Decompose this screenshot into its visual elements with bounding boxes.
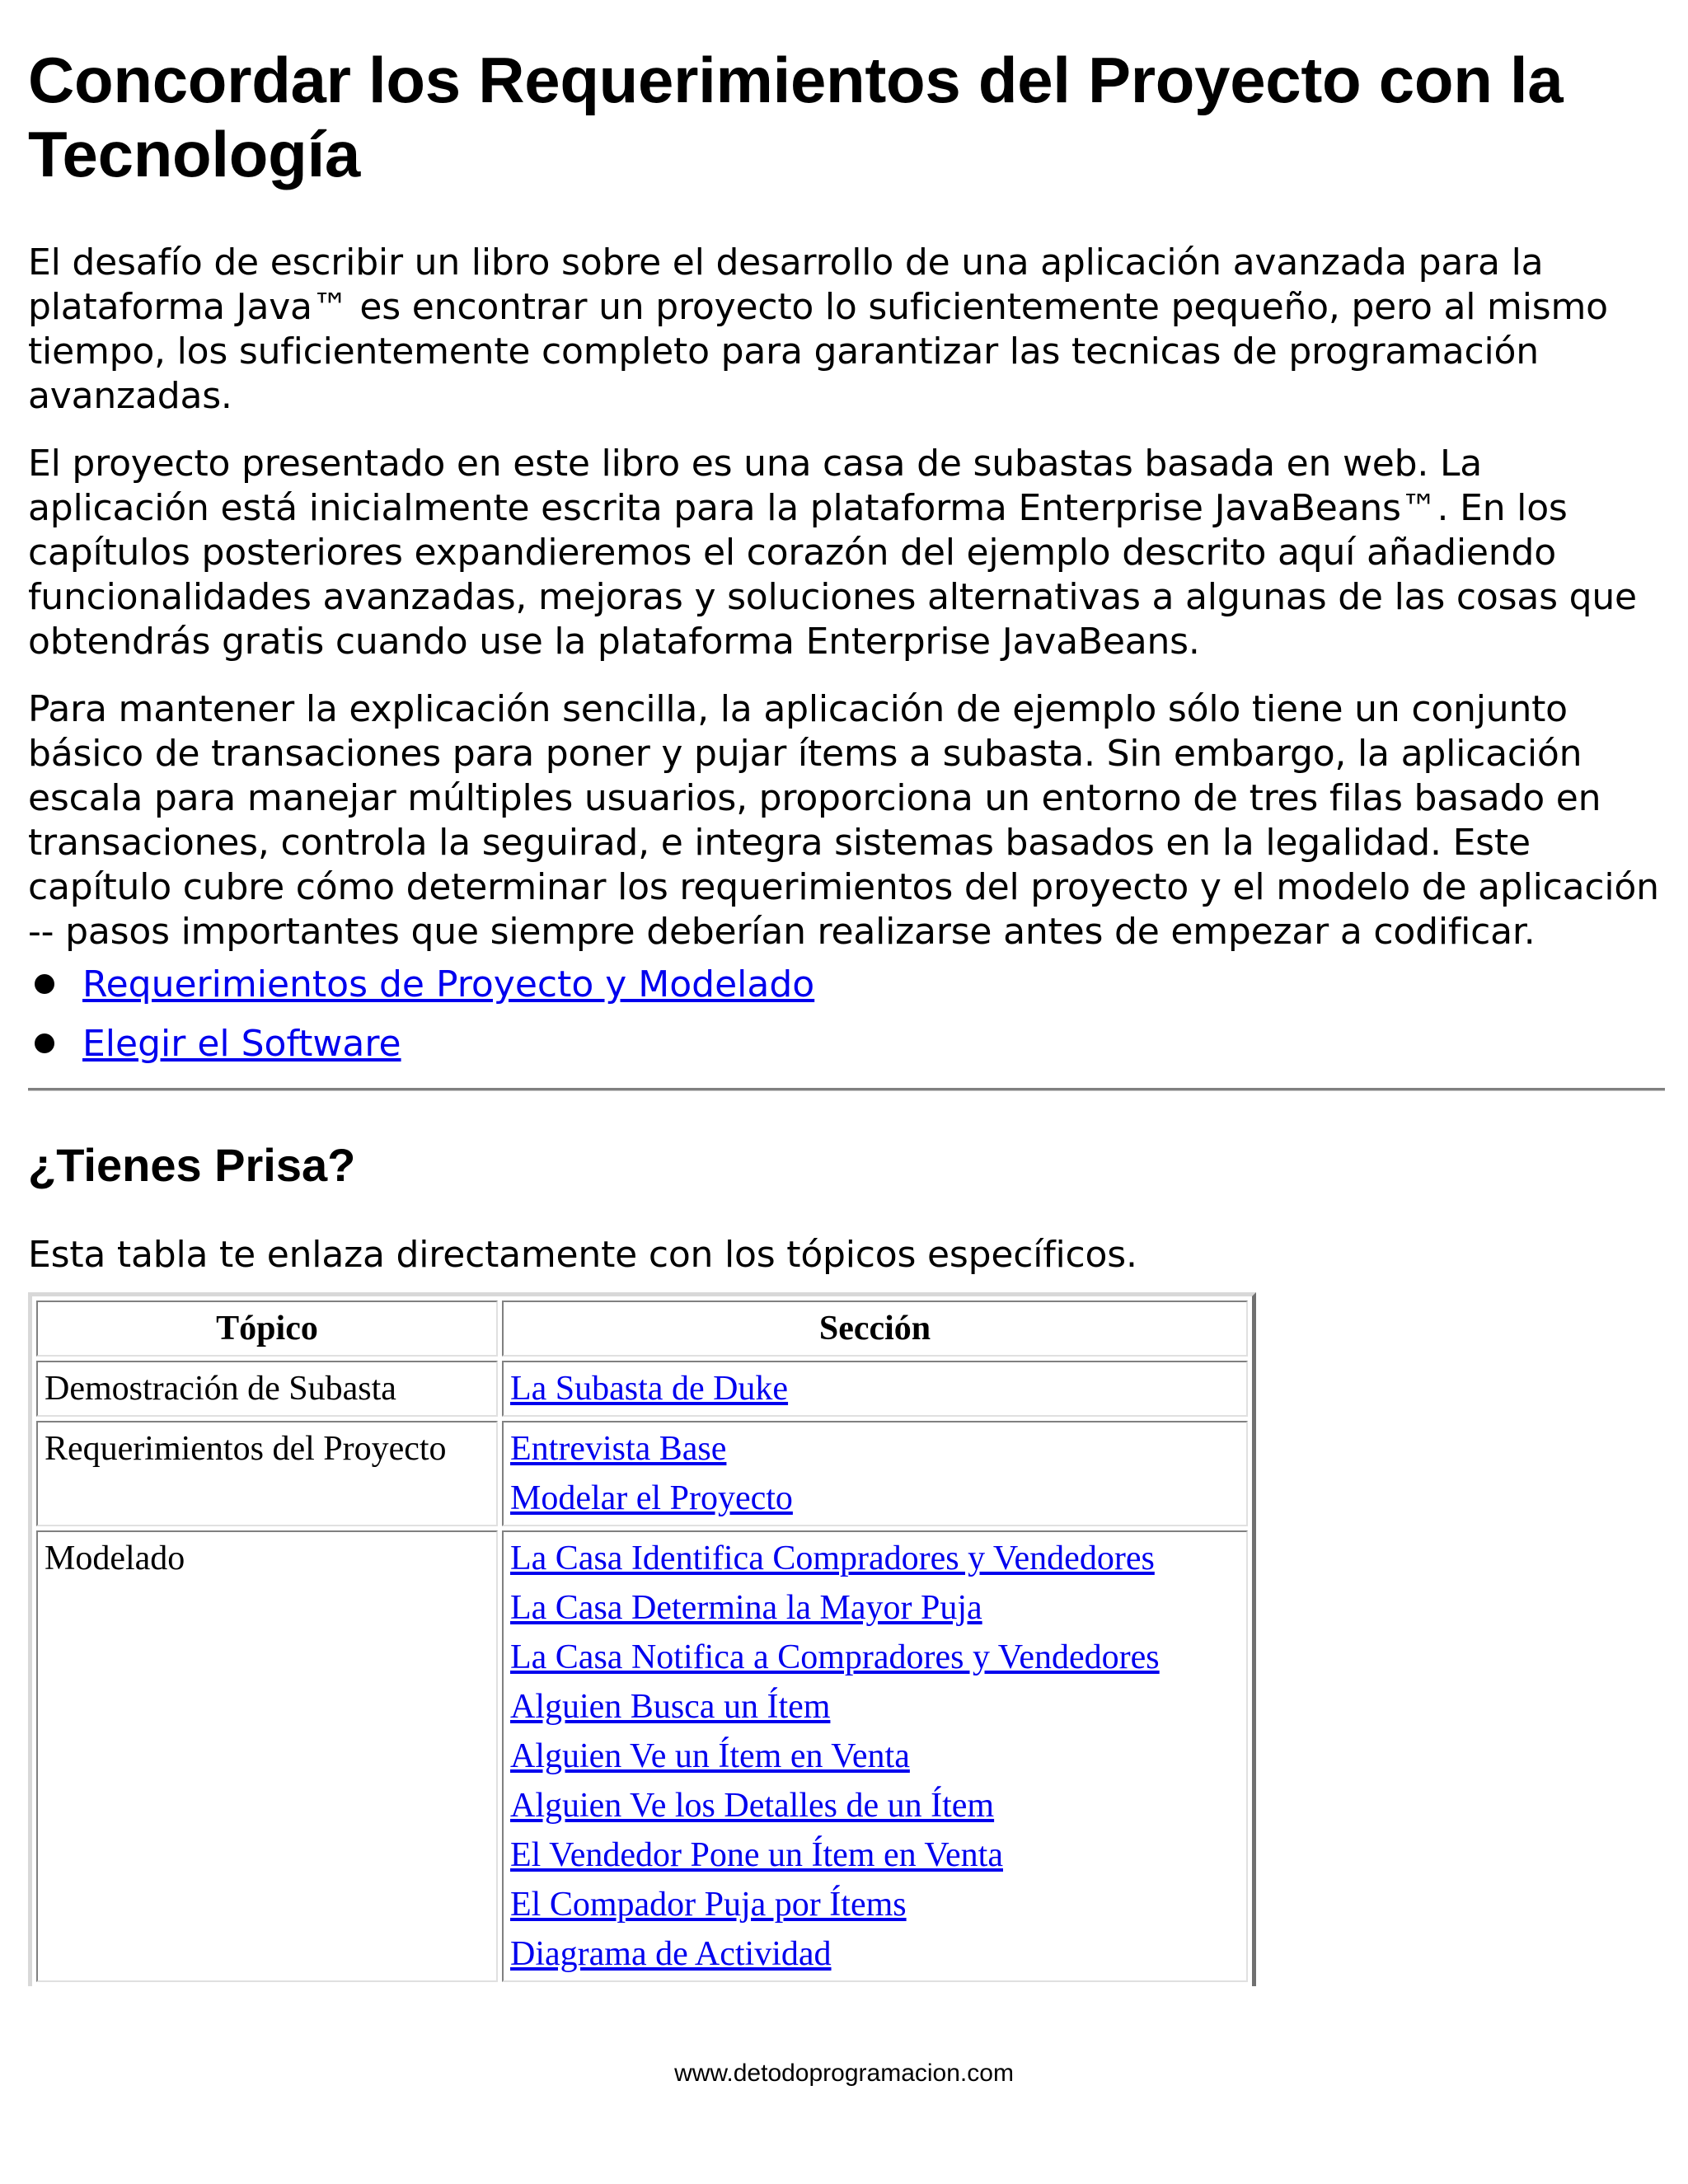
section-link[interactable]: El Compador Puja por Ítems	[510, 1886, 907, 1924]
section-cell	[502, 1530, 1248, 1982]
section-cell	[502, 1421, 1248, 1526]
column-header-topic: Tópico	[36, 1301, 498, 1357]
chapter-link-list	[28, 963, 1665, 1066]
section-link[interactable]: Entrevista Base	[510, 1430, 727, 1468]
section-link[interactable]: Alguien Ve un Ítem en Venta	[510, 1737, 910, 1775]
section-link[interactable]: Alguien Busca un Ítem	[510, 1688, 831, 1726]
table-header-row	[36, 1301, 1248, 1357]
footer-url: www.detodoprogramacion.com	[674, 2060, 1014, 2087]
page-title: Concordar los Requerimientos del Proyecto con la Tecnología	[28, 44, 1564, 190]
bullet-icon	[35, 1033, 54, 1053]
topic-cell: Demostración de Subasta	[36, 1361, 498, 1417]
intro-paragraph-1: El desafío de escribir un libro sobre el desarrollo de una aplicación avanzada para la plataforma Java™ es encontrar un proyecto lo suficientemente pequeño, pero al mismo tiempo, los suficientemente completo para garantizar las tecnicas de programación avanzadas.	[28, 241, 1608, 417]
link-elegir-software[interactable]: Elegir el Software	[82, 1023, 401, 1065]
section-cell	[502, 1361, 1248, 1417]
section-link[interactable]: Diagrama de Actividad	[510, 1935, 832, 1973]
column-header-section: Sección	[502, 1301, 1248, 1357]
section-link[interactable]: La Casa Notifica a Compradores y Vendedores	[510, 1638, 1160, 1676]
list-item	[82, 1022, 1665, 1066]
table-row	[36, 1361, 1248, 1417]
document-page	[28, 43, 1665, 2019]
intro-paragraph-2: El proyecto presentado en este libro es una casa de subastas basada en web. La aplicación está inicialmente escrita para la plataforma Enterprise JavaBeans™. En los capítulos posteriores expandieremos el corazón del ejemplo descrito aquí añadiendo funcionalidades avanzadas, mejoras y soluciones alternativas a algunas de las cosas que obtendrás gratis cuando use la plataforma Enterprise JavaBeans.	[28, 443, 1637, 663]
section-heading: ¿Tienes Prisa?	[28, 1139, 356, 1191]
table-row	[36, 1421, 1248, 1526]
section-link[interactable]: La Subasta de Duke	[510, 1370, 789, 1408]
section-link[interactable]: La Casa Determina la Mayor Puja	[510, 1589, 982, 1627]
table-container	[28, 1277, 1665, 2019]
link-requerimientos-modelado[interactable]: Requerimientos de Proyecto y Modelado	[82, 963, 815, 1005]
section-link[interactable]: Alguien Ve los Detalles de un Ítem	[510, 1787, 995, 1825]
table-intro: Esta tabla te enlaza directamente con los tópicos específicos.	[28, 1234, 1137, 1276]
list-item	[82, 963, 1665, 1007]
topic-cell: Modelado	[36, 1530, 498, 1982]
table-row	[36, 1530, 1248, 1982]
topics-table	[28, 1292, 1256, 1986]
section-link[interactable]: La Casa Identifica Compradores y Vendedores	[510, 1540, 1155, 1577]
section-link[interactable]: Modelar el Proyecto	[510, 1479, 793, 1517]
intro-paragraph-3: Para mantener la explicación sencilla, la aplicación de ejemplo sólo tiene un conjunto básico de transaciones para poner y pujar ítems a subasta. Sin embargo, la aplicación escala para manejar múltiples usuarios, proporciona un entorno de tres filas basado en transaciones, controla la seguirad, e integra sistemas basados en la legalidad. Este capítulo cubre cómo determinar los requerimientos del proyecto y el modelo de aplicación -- pasos importantes que siempre deberían realizarse antes de empezar a codificar.	[28, 688, 1659, 953]
section-divider	[28, 1088, 1665, 1091]
section-link[interactable]: El Vendedor Pone un Ítem en Venta	[510, 1836, 1003, 1874]
bullet-icon	[35, 974, 54, 994]
topic-cell: Requerimientos del Proyecto	[36, 1421, 498, 1526]
